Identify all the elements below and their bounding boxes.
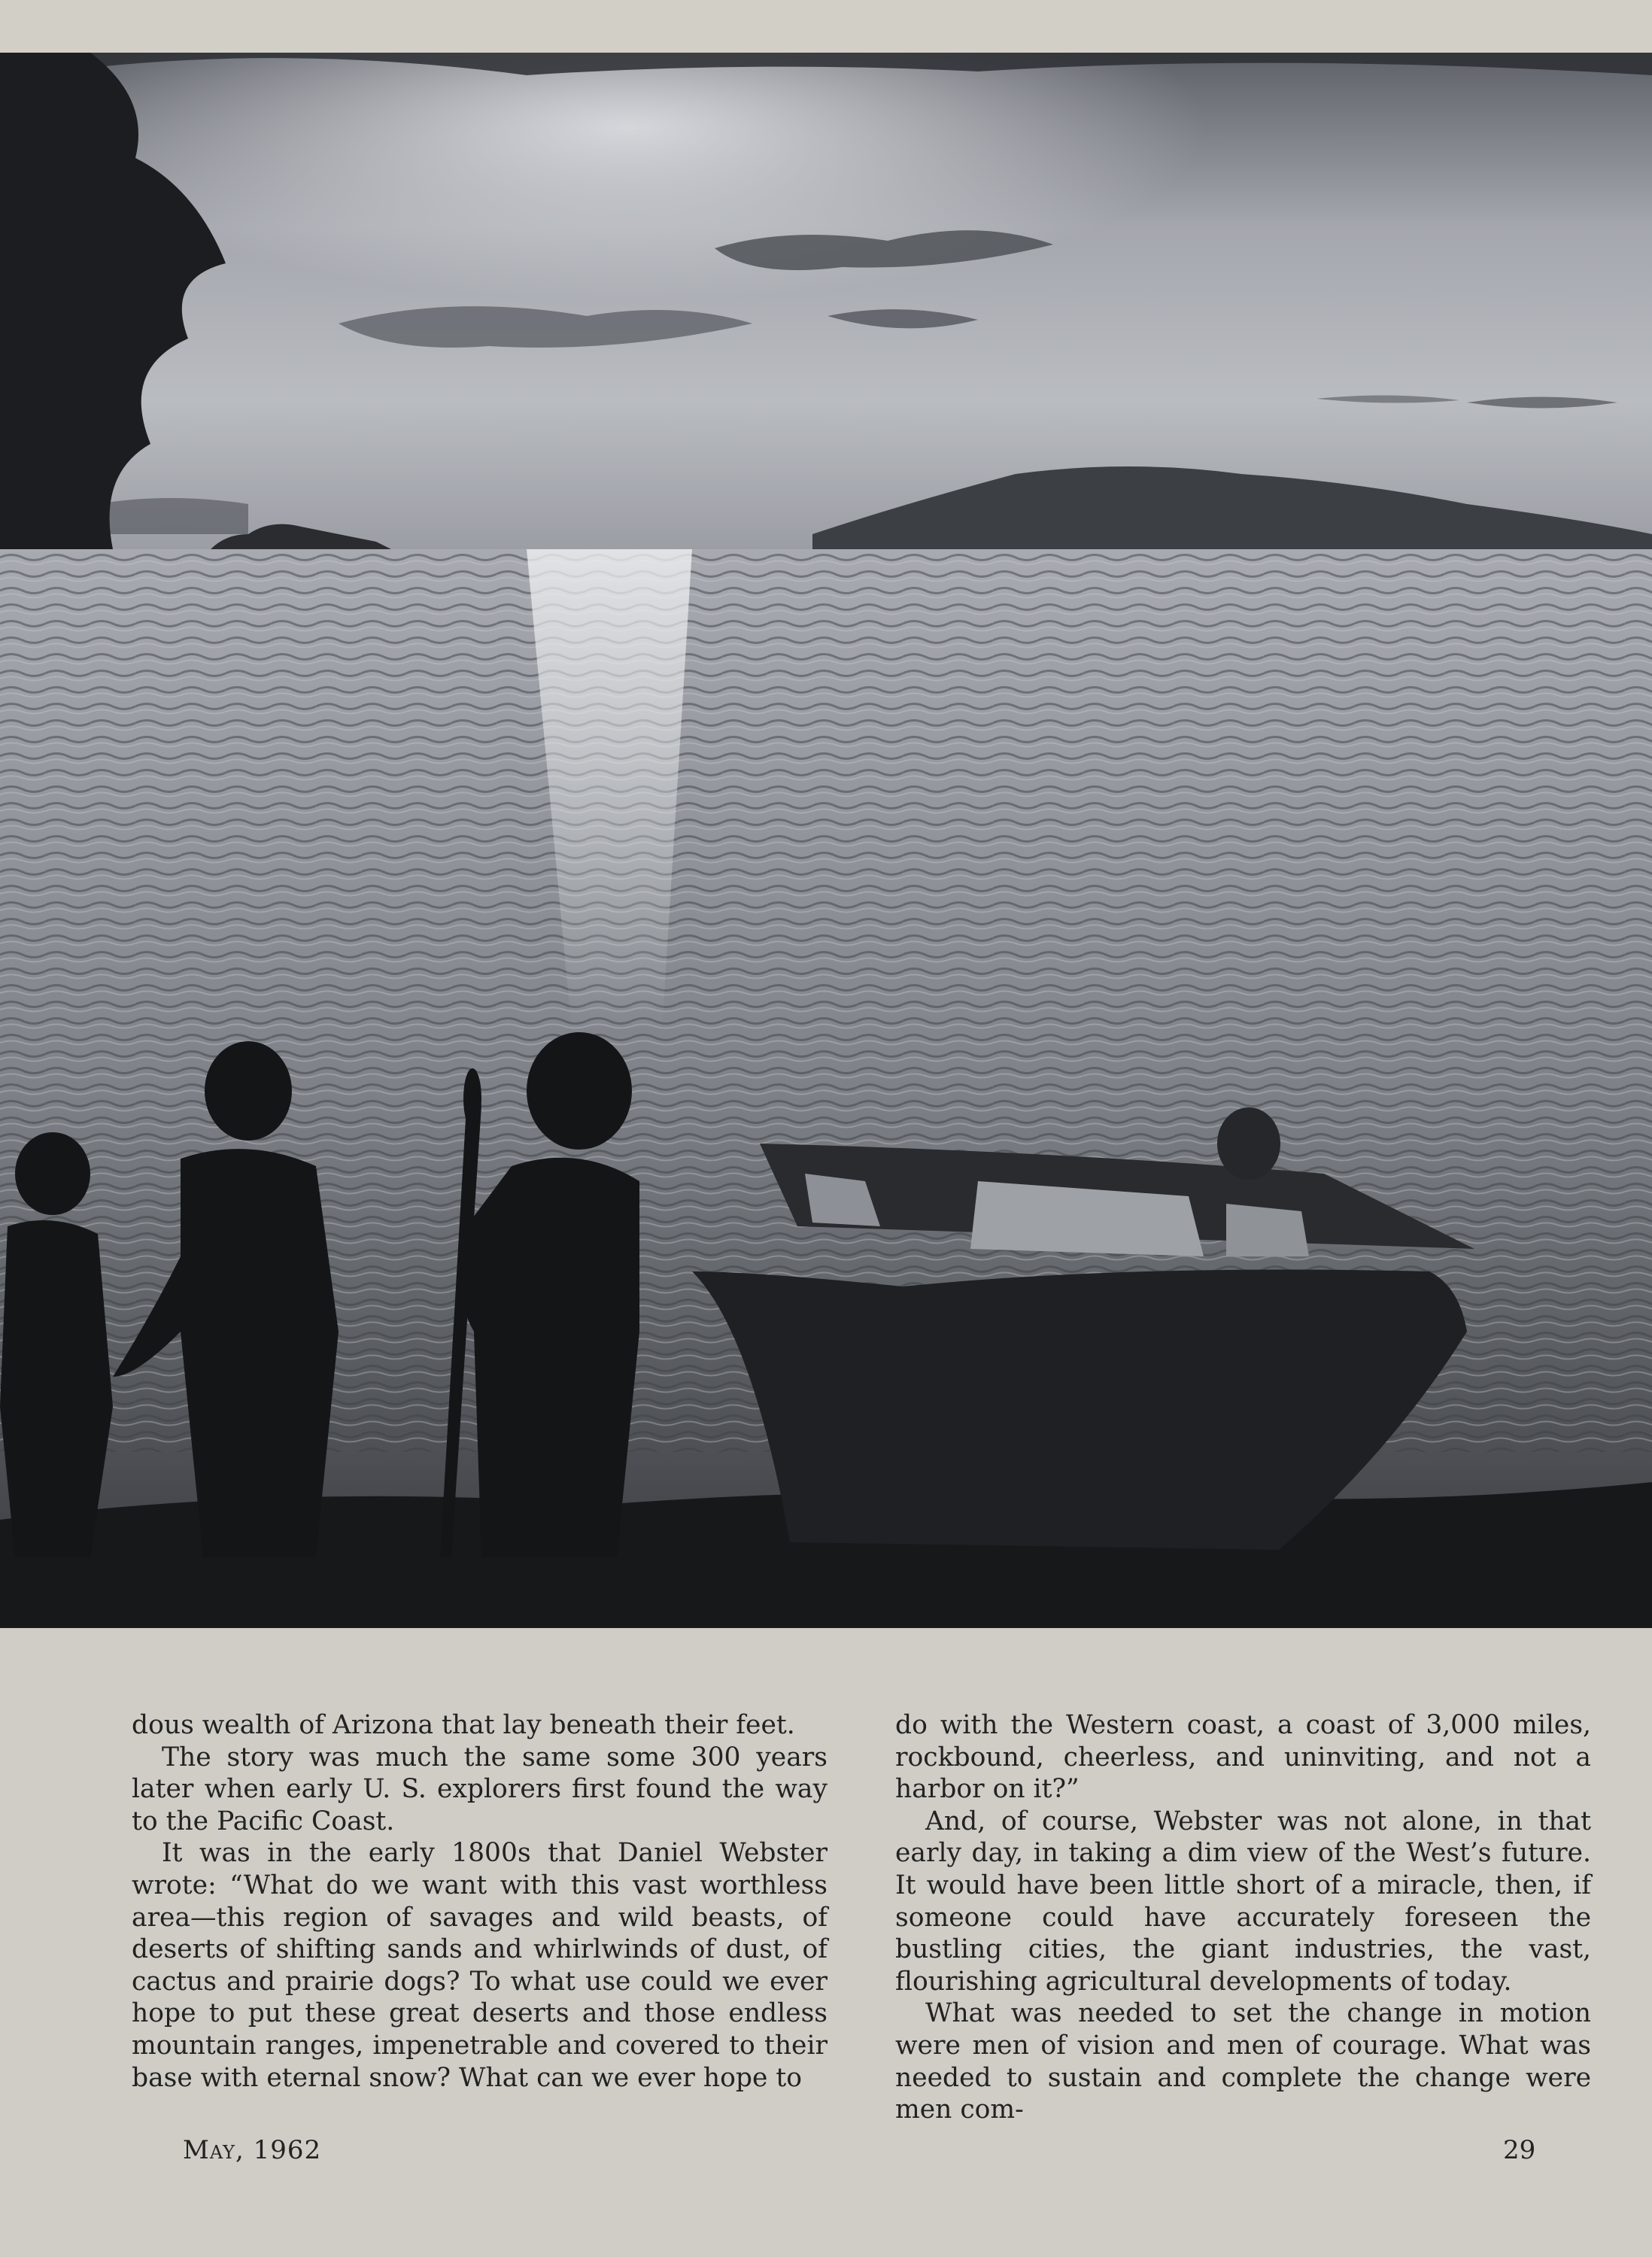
sunset-lake-boat-photo-icon: [0, 53, 1652, 1628]
paragraph: It was in the early 1800s that Daniel Webster wrote: “What do we want with this vast worthless area—this region of savages and wild beasts, of deserts of shifting sands and whirlwinds of dust, of cactus and prairie dogs? To what use could we ever hope to put these great deserts and those endless mountain ranges, impenetrable and covered to their base with eternal snow? What can we ever hope to: [132, 1838, 828, 2093]
article-left-column: [132, 1709, 828, 2094]
paragraph: And, of course, Webster was not alone, in that early day, in taking a dim view of the West’s future. It would have been little short of a miracle, then, if someone could have accurately foreseen the bustling cities, the giant industries, the vast, flourishing agricultural developments of today.: [895, 1806, 1591, 1997]
paragraph: do with the Western coast, a coast of 3,000 miles, rockbound, cheerless, and uninviting, and not a harbor on it?”: [895, 1710, 1591, 1805]
paragraph: What was needed to set the change in motion were men of vision and men of courage. What was needed to sustain and complete the change were men com-: [895, 1998, 1591, 2125]
page-number: 29: [1503, 2135, 1536, 2165]
sunset-photo: [0, 53, 1652, 1628]
paragraph: The story was much the same some 300 years later when early U. S. explorers first found the way to the Pacific Coast.: [132, 1742, 828, 1836]
article-right-column: [895, 1709, 1591, 2126]
footer-date: May, 1962: [183, 2135, 322, 2165]
paragraph: dous wealth of Arizona that lay beneath their feet.: [132, 1710, 795, 1740]
